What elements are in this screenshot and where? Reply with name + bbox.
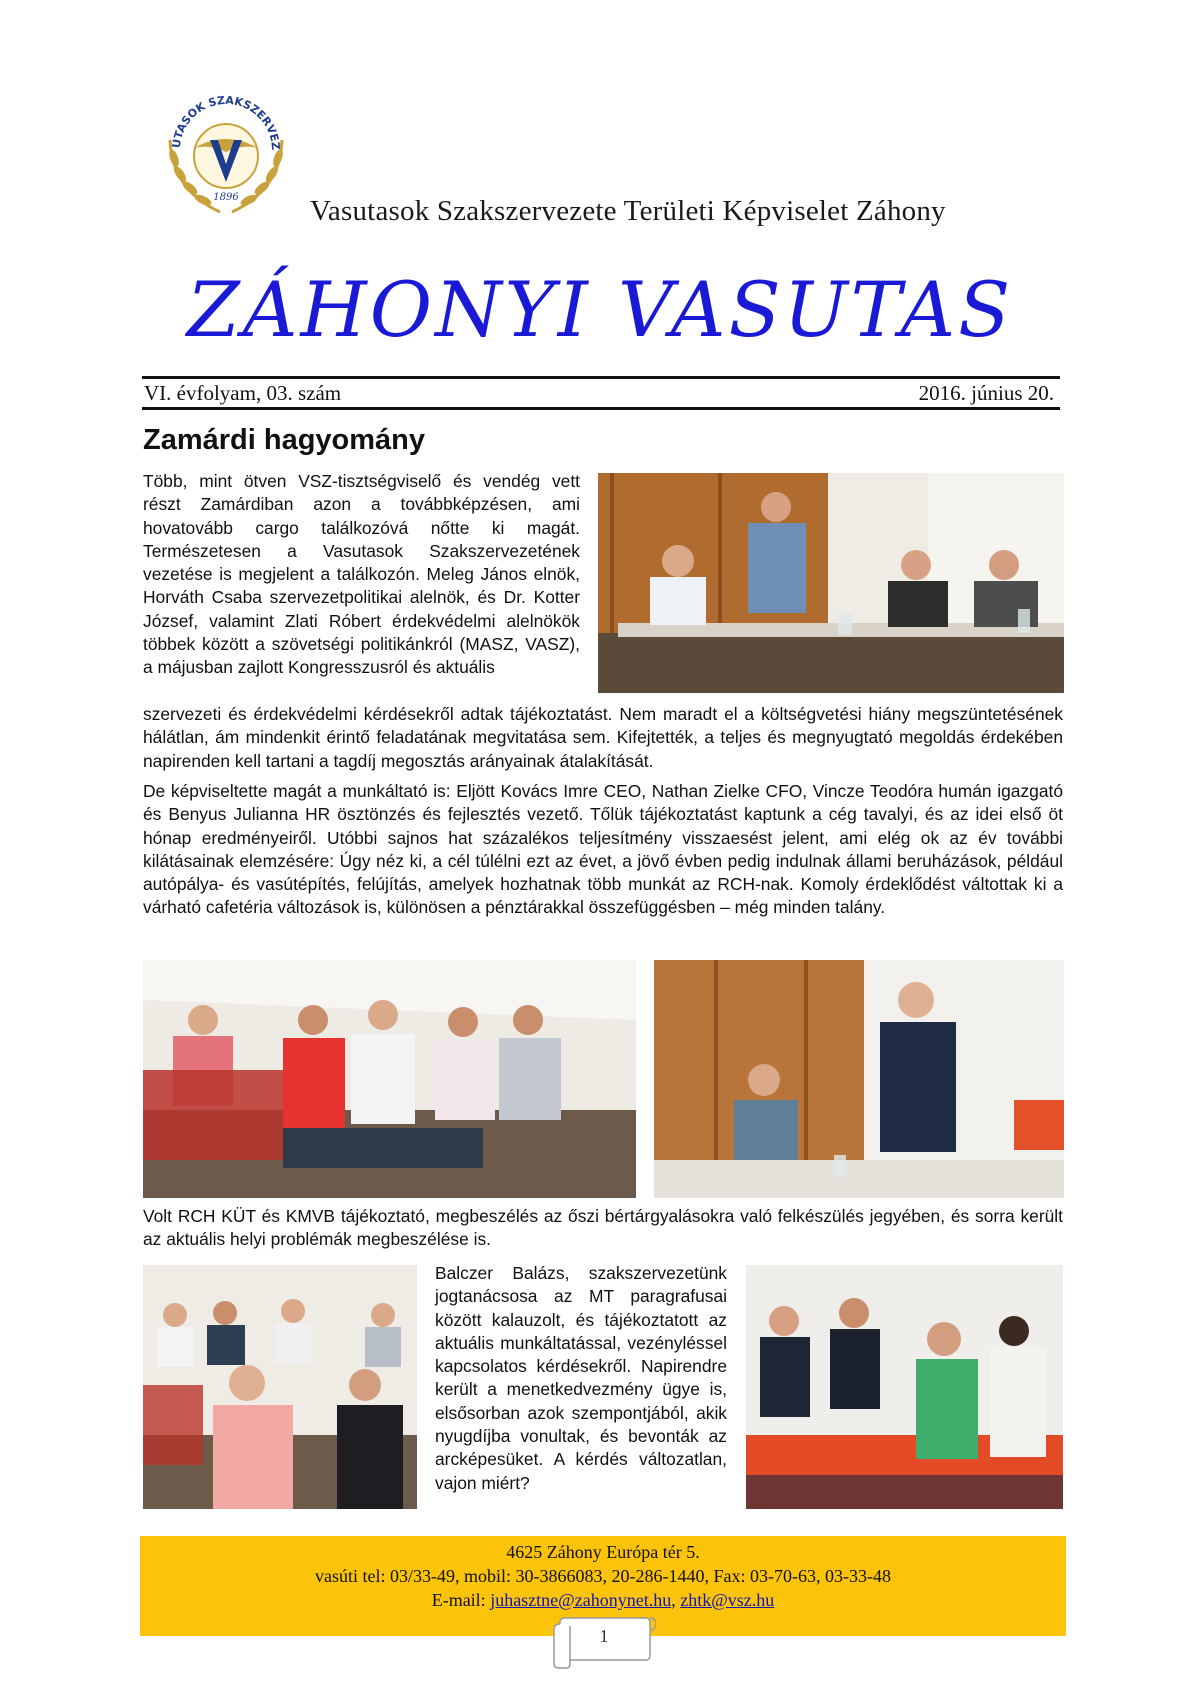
footer-emails (140, 1588, 1066, 1612)
article-paragraph-1-top: Több, mint ötven VSZ-tisztségviselő és vendég vett részt Zamárdiban azon a továbbképzésen, ami hovatovább cargo találkozóvá nőtte ki magát. Természetesen a Vasutasok Szakszervezetének vezetése is megjelent a találkozón. Meleg János elnök, Horváth Csaba szervezetpolitikai alelnök, és Dr. Kotter József, valamint Zlati Róbert érdekvédelmi alelnökök többek között a szövetségi politikánkról (MASZ, VASZ), a májusban zajlott Kongresszusról és aktuális (143, 471, 580, 678)
article-title: Zamárdi hagyomány (143, 424, 426, 456)
footer-phones: vasúti tel: 03/33-49, mobil: 30-3866083, 20-286-1440, Fax: 03-70-63, 03-33-48 (315, 1566, 891, 1586)
organization-line: Vasutasok Szakszervezete Területi Képviselet Záhony (310, 195, 946, 227)
email-link-1[interactable]: juhasztne@zahonynet.hu (490, 1590, 672, 1610)
masthead-rule-top (142, 376, 1060, 379)
issue-number: VI. évfolyam, 03. szám (144, 381, 342, 405)
article-paragraph-1-bottom: szervezeti és érdekvédelmi kérdésekről adtak tájékoztatást. Nem maradt el a költségvetési hiány megszüntetésének hálátlan, ám mindenkit érintő feladatának megvitatása sem. Kifejtették, a teljes és megnyugtató megoldás érdekében napirenden kell tartani a tagdíj megosztás arányainak átalakítását. (143, 704, 1063, 771)
email-separator: , (671, 1590, 681, 1610)
photo-listeners (746, 1265, 1063, 1509)
footer-address: 4625 Záhony Európa tér 5. (506, 1542, 700, 1562)
union-logo (150, 70, 300, 220)
photo-audience (143, 960, 636, 1198)
email-link-2[interactable]: zhtk@vsz.hu (680, 1590, 775, 1610)
issue-row (142, 380, 1060, 406)
email-label: E-mail: (431, 1590, 491, 1610)
photo-speaker (654, 960, 1064, 1198)
article-paragraph-2: De képviseltette magát a munkáltató is: Eljött Kovács Imre CEO, Nathan Zielke CFO, Vincze Teodóra humán igazgató és Benyus Julianna HR ösztönzés és fejlesztés vezető. Tőlük tájékoztatást kaptunk a cég tavalyi, és az idei első öt hónap eredményeiről. Utóbbi sajnos hat százalékos teljesítmény visszaesést jelent, ami elég ok az év további kilátásainak elemzésére: Úgy néz ki, a cél túlélni ezt az évet, a jövő évben pedig indulnak állami beruházások, például autópálya- és vasútépítés, felújítás, amelyek hozhatnak több munkát az RCH-nak. Komoly érdeklődést váltottak ki a várható cafetéria változások is, különösen a pénztárakkal összefüggésben – még minden talány. (143, 781, 1063, 918)
article-paragraph-4: Balczer Balázs, szakszervezetünk jogtanácsosa az MT paragrafusai között kalauzolt, és tájékoztatott az aktuális munkáltatással, vezényléssel kapcsolatos kérdésekről. Napirendre került a menetkedvezmény ügye is, elsősorban azok szempontjából, akik nyugdíjba vonultak, és bevonták az arcképesüket. A kérdés változatlan, vajon miért? (435, 1263, 727, 1493)
photo-audience-seated (143, 1265, 417, 1509)
issue-date: 2016. június 20. (918, 381, 1054, 405)
photo-head-table (598, 473, 1064, 693)
page-number: 1 (599, 1626, 609, 1646)
svg-text:VASUTASOK SZAKSZERVEZETE: UTASOK SZAKSZERVEZ (169, 93, 283, 151)
masthead-rule-bottom (142, 407, 1060, 410)
article-paragraph-3: Volt RCH KÜT és KMVB tájékoztató, megbeszélés az őszi bértárgyalásokra való felkészülés jegyében, és sorra került az aktuális helyi problémák megbeszélése is. (143, 1206, 1063, 1250)
svg-text:1896: 1896 (213, 192, 239, 203)
masthead-title: ZÁHONYI VASUTAS (186, 265, 1014, 354)
